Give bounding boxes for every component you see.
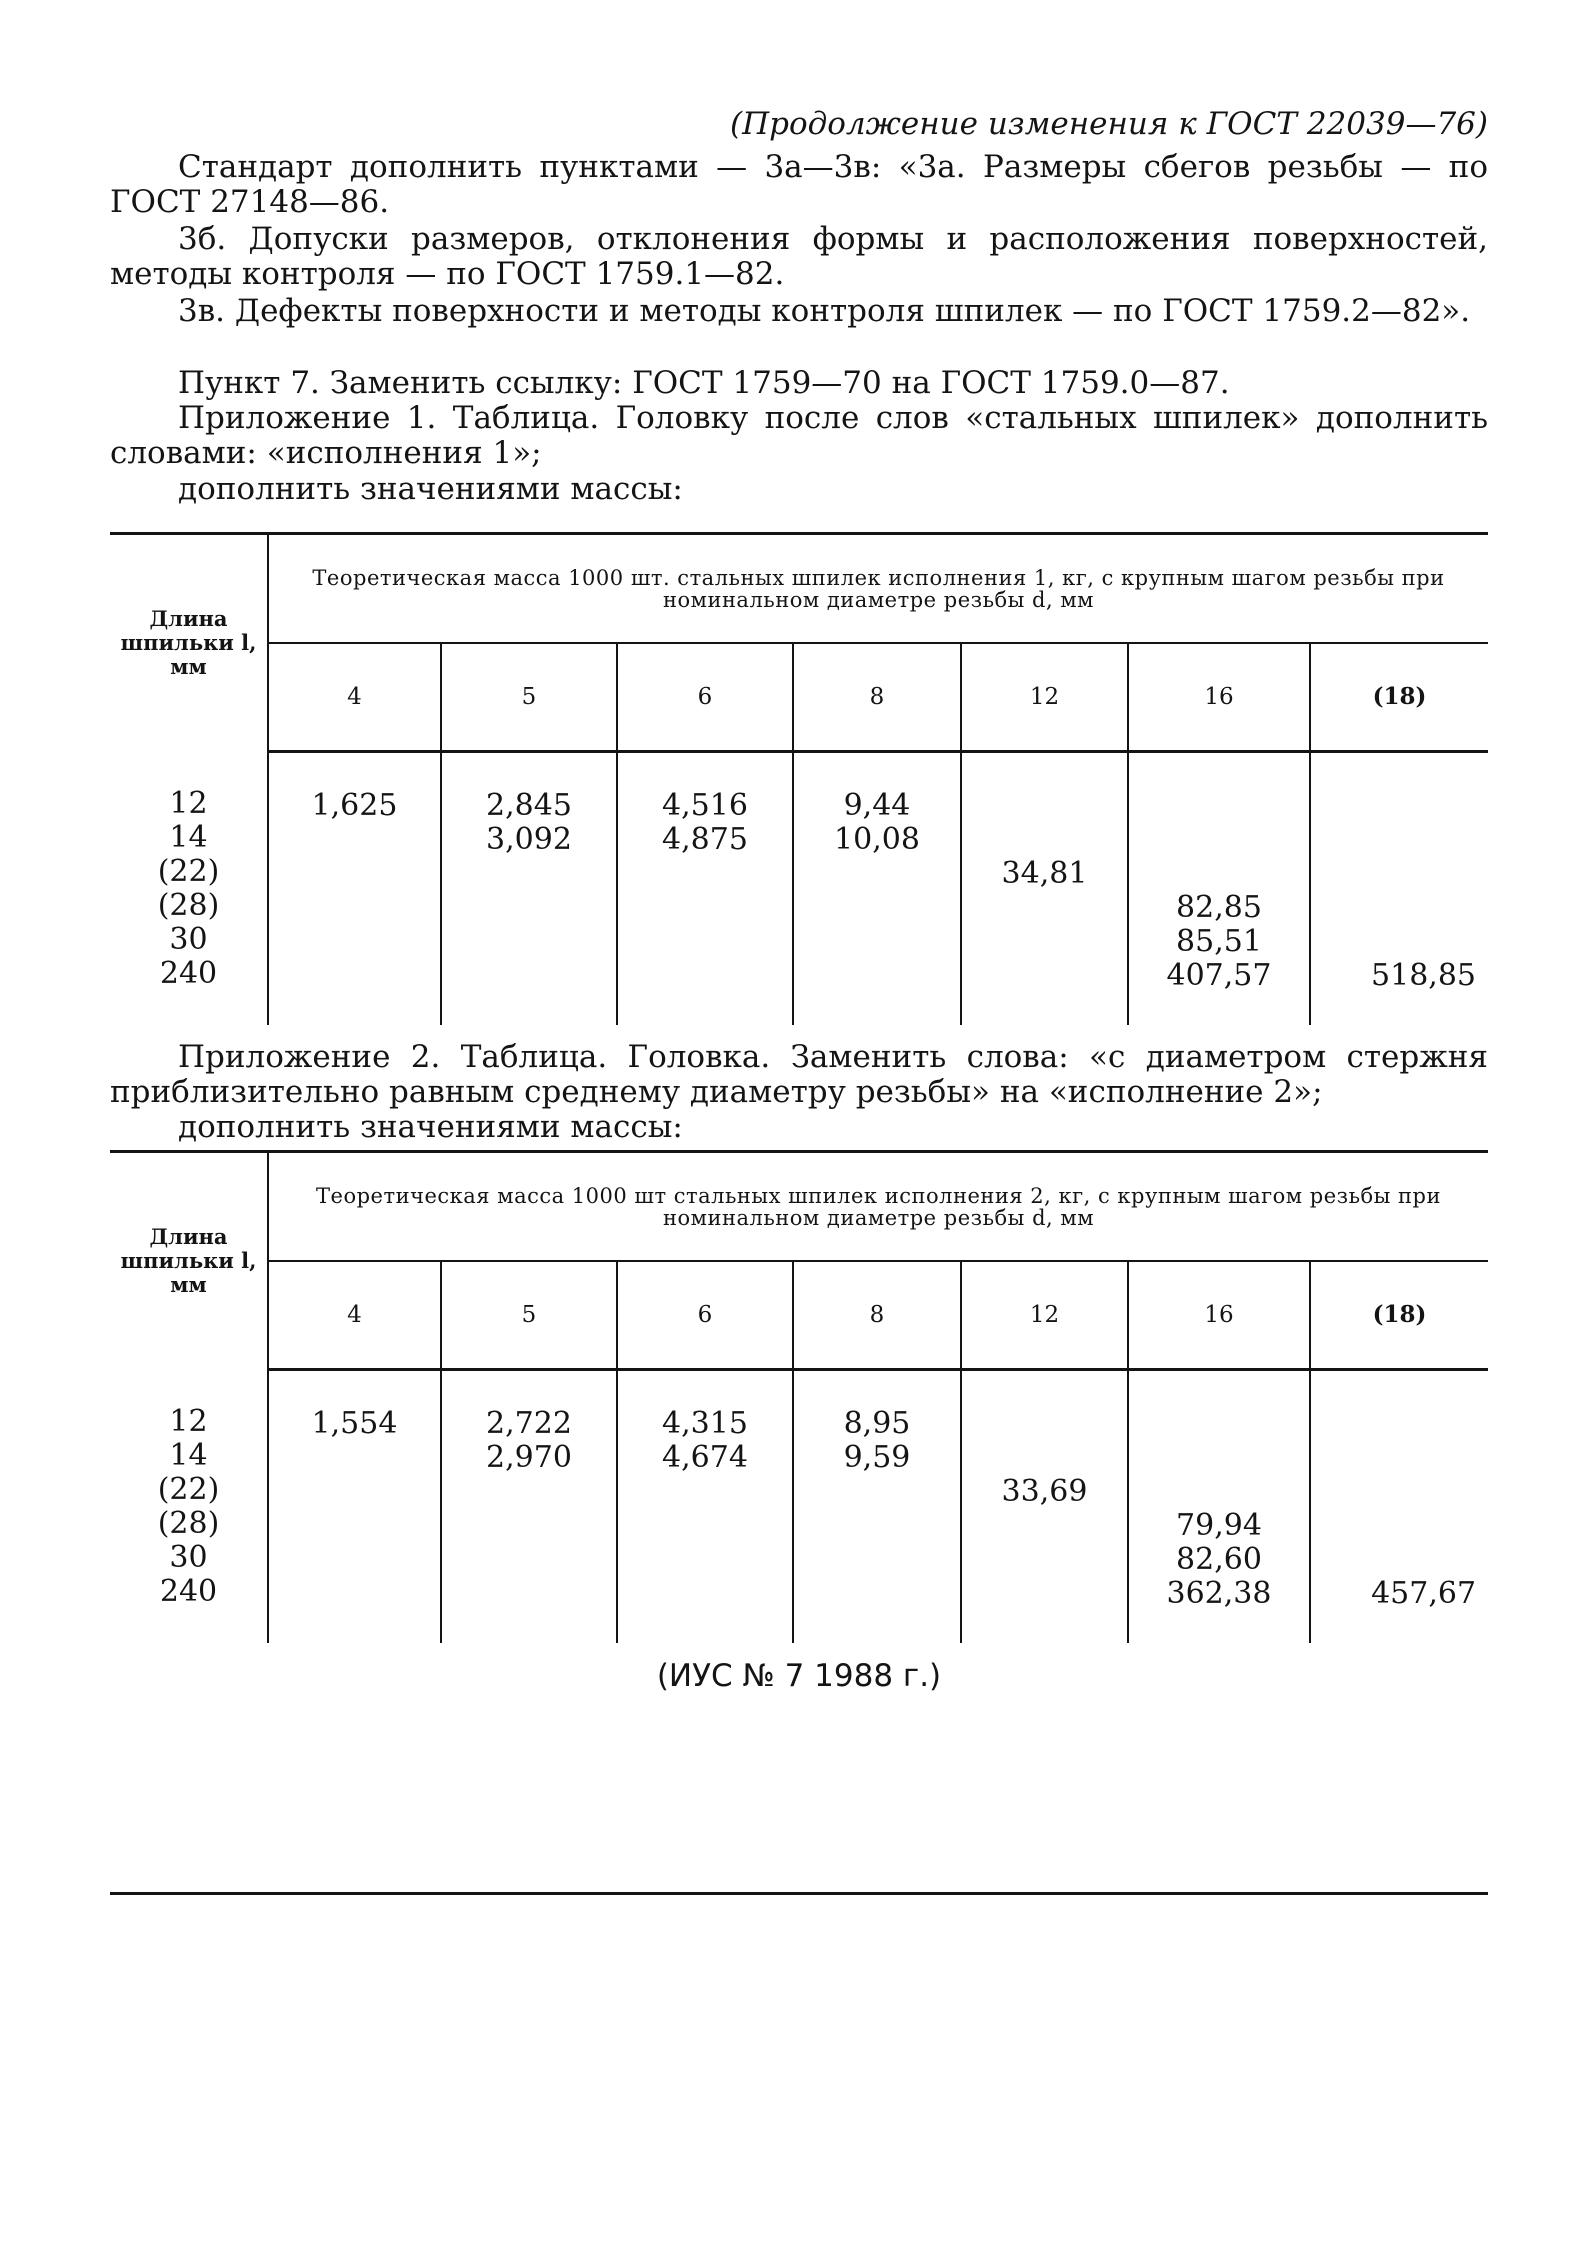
table1-mass-value: 85,51 xyxy=(1176,923,1262,959)
paragraph-3b-text: 3б. Допуски размеров, отклонения формы и расположения поверхностей, методы контроля — по ГОСТ 1759.1—82. xyxy=(110,221,1488,292)
paragraph-appendix1 xyxy=(110,401,1488,471)
table2-mass-value: 2,722 xyxy=(486,1405,572,1441)
table1-mass-column-d18 xyxy=(1310,751,1488,1025)
table1-mass-value: 4,875 xyxy=(662,821,748,857)
table2-mass-value: 4,674 xyxy=(662,1439,748,1475)
table2-length-value: (22) xyxy=(157,1472,220,1507)
table2-mass-value: 33,69 xyxy=(1001,1473,1088,1509)
table2-mass-column-d8 xyxy=(793,1369,961,1643)
table2-length-value: 30 xyxy=(169,1540,208,1575)
table2-mass-column-d18 xyxy=(1310,1369,1488,1643)
table2-mass-column-d6 xyxy=(617,1369,793,1643)
bottom-rule xyxy=(110,1892,1488,1895)
table1-mass-column-d4 xyxy=(268,751,441,1025)
table2-mass-value: 457,67 xyxy=(1371,1575,1477,1611)
table1-diameter-header: 8 xyxy=(793,643,961,751)
table2-mass-value: 1,554 xyxy=(311,1405,398,1441)
table1-length-value: (22) xyxy=(157,854,220,889)
table2-mass-value: 4,315 xyxy=(662,1405,748,1441)
table2 xyxy=(110,1153,1488,1643)
table1-length-column xyxy=(110,751,268,1025)
table1-length-value: 30 xyxy=(169,922,208,957)
table2-mass-column-d12 xyxy=(961,1369,1128,1643)
table2-diameter-header: 8 xyxy=(793,1261,961,1369)
paragraph-add-values-1-text: дополнить значениями массы: xyxy=(178,471,683,507)
table2-diameter-header: 12 xyxy=(961,1261,1128,1369)
table1-mass-column-d5 xyxy=(441,751,617,1025)
table1-length-value: 14 xyxy=(169,820,208,855)
paragraph-add-values-2-text: дополнить значениями массы: xyxy=(178,1109,683,1145)
table2-mass-value: 362,38 xyxy=(1166,1575,1272,1611)
table1-mass-column-d8 xyxy=(793,751,961,1025)
table1-length-value: 12 xyxy=(169,786,208,821)
table1-mass-column-d6 xyxy=(617,751,793,1025)
table2-diameter-header: 5 xyxy=(441,1261,617,1369)
table2-mass-value: 79,94 xyxy=(1176,1507,1262,1543)
paragraph-3b xyxy=(110,222,1488,292)
paragraph-add-values-2 xyxy=(110,1110,1488,1145)
paragraph-appendix2-text: Приложение 2. Таблица. Головка. Заменить слова: «с диаметром стержня приблизительно равным среднему диаметру резьбы» на «исполнение 2»; xyxy=(110,1039,1488,1110)
table2-length-column xyxy=(110,1369,268,1643)
table1-mass-value: 4,516 xyxy=(662,787,748,823)
table2-length-value: 240 xyxy=(159,1574,218,1609)
publication-note: (ИУС № 7 1988 г.) xyxy=(656,1658,942,1694)
table2-mass-value: 82,60 xyxy=(1176,1541,1262,1577)
table1-diameter-header: 6 xyxy=(617,643,793,751)
table1-length-value: (28) xyxy=(157,888,220,923)
table1-diameter-header: (18) xyxy=(1310,643,1488,751)
table2-mass-column-d4 xyxy=(268,1369,441,1643)
table2-mass-value: 9,59 xyxy=(843,1439,911,1475)
paragraph-item7 xyxy=(110,366,1488,401)
paragraph-3a-text: Стандарт дополнить пунктами — 3а—3в: «3а. Размеры сбегов резьбы — по ГОСТ 27148—86. xyxy=(110,149,1488,220)
table1-mass-value: 3,092 xyxy=(486,821,572,857)
table2-diameter-header: (18) xyxy=(1310,1261,1488,1369)
paragraph-3v-text: 3в. Дефекты поверхности и методы контроля шпилек — по ГОСТ 1759.2—82». xyxy=(178,293,1471,329)
table1-length-value: 240 xyxy=(159,956,218,991)
table1-diameter-header: 16 xyxy=(1128,643,1310,751)
table2-diameter-header: 6 xyxy=(617,1261,793,1369)
table1 xyxy=(110,535,1488,1025)
table1-caption: Теоретическая масса 1000 шт. стальных шпилек исполнения 1, кг, с крупным шагом резьбы при номинальном диаметре резьбы d, мм xyxy=(268,535,1488,643)
table2-corner-header: Длина шпильки l, мм xyxy=(110,1153,268,1369)
table1-mass-value: 82,85 xyxy=(1176,889,1262,925)
paragraph-3v xyxy=(110,294,1488,329)
table1-mass-value: 518,85 xyxy=(1371,957,1476,993)
table1-diameter-header: 4 xyxy=(268,643,441,751)
table1-corner-header: Длина шпильки l, мм xyxy=(110,535,268,751)
table2-length-value: (28) xyxy=(157,1506,220,1541)
table2-length-value: 14 xyxy=(169,1438,208,1473)
table1-mass-value: 407,57 xyxy=(1166,957,1272,993)
table1-mass-value: 1,625 xyxy=(311,787,398,823)
table2-mass-column-d16 xyxy=(1128,1369,1310,1643)
paragraph-appendix1-text: Приложение 1. Таблица. Головку после слов «стальных шпилек» дополнить словами: «исполнения 1»; xyxy=(110,400,1488,471)
paragraph-appendix2 xyxy=(110,1040,1488,1110)
table2-mass-value: 8,95 xyxy=(843,1405,911,1441)
table2-length-value: 12 xyxy=(169,1404,208,1439)
table1-mass-value: 10,08 xyxy=(834,821,920,857)
table2-mass-value: 2,970 xyxy=(486,1439,572,1475)
table2-mass-column-d5 xyxy=(441,1369,617,1643)
table2-diameter-header: 16 xyxy=(1128,1261,1310,1369)
table2-diameter-header: 4 xyxy=(268,1261,441,1369)
paragraph-item7-text: Пункт 7. Заменить ссылку: ГОСТ 1759—70 на ГОСТ 1759.0—87. xyxy=(178,365,1230,401)
table1-mass-value: 34,81 xyxy=(1001,855,1088,891)
table1-mass-value: 9,44 xyxy=(843,787,911,823)
table1-mass-value: 2,845 xyxy=(486,787,572,823)
table1-mass-column-d12 xyxy=(961,751,1128,1025)
page-header: (Продолжение изменения к ГОСТ 22039—76) xyxy=(729,106,1488,142)
table1-diameter-header: 5 xyxy=(441,643,617,751)
table1-mass-column-d16 xyxy=(1128,751,1310,1025)
paragraph-add-values-1 xyxy=(110,472,1488,507)
paragraph-3a xyxy=(110,150,1488,220)
table1-diameter-header: 12 xyxy=(961,643,1128,751)
table2-caption: Теоретическая масса 1000 шт стальных шпилек исполнения 2, кг, с крупным шагом резьбы при номинальном диаметре резьбы d, мм xyxy=(268,1153,1488,1261)
